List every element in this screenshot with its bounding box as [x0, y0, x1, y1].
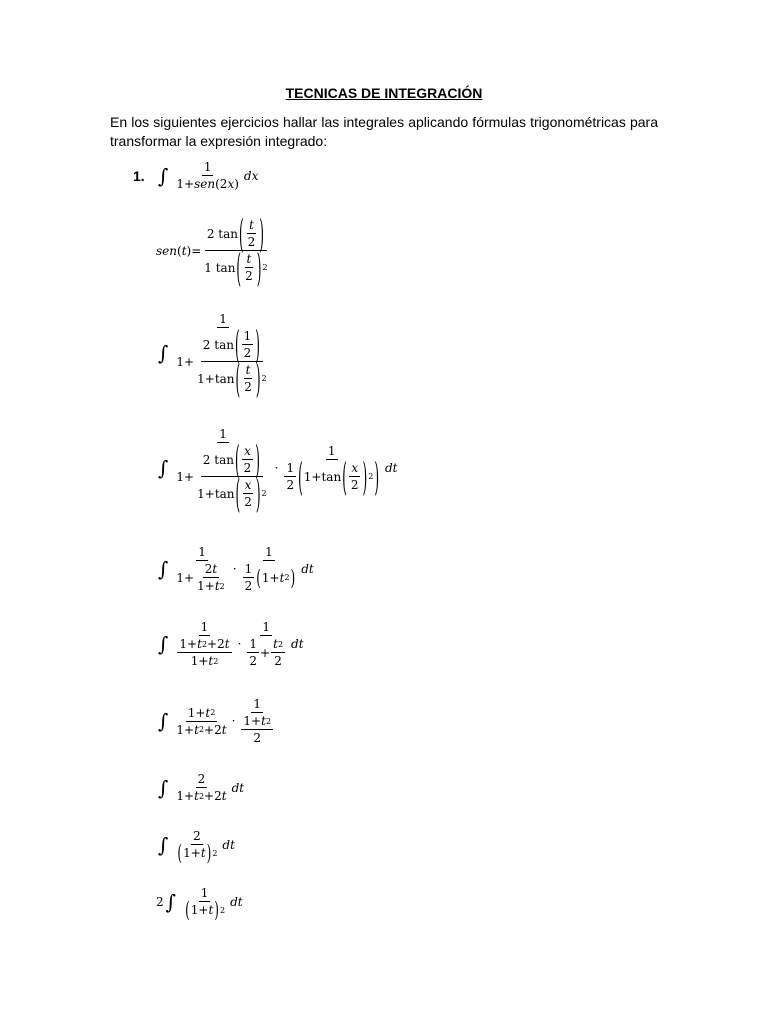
equation-8: ∫ 2 1+ t 2 +2 t dt [158, 772, 245, 803]
equation-4: ∫ 1 1+ 2 tan ( $\frac{x}{2}$ ) 1+tan ( $\frac{x}{2}$ ) 2 · 1 $\frac{1}{2}$ ( 1+tan ( $\frac{x}{2}$ ) 2 ) dt [158, 427, 398, 516]
page-title: TECNICAS DE INTEGRACIÓN [285, 85, 483, 101]
equation-9: ∫ 2 ( 1+ t ) 2 dt [158, 829, 235, 866]
equation-2: sen(t)= 2 tan ( $\frac{t}{2}$ ) 1 tan ( $\frac{t}{2}$ ) 2 [156, 211, 268, 290]
equation-6: ∫ 1 1+ t 2 +2 t 1+ t 2 · 1 $\frac{1}{2}$ + t 2 2 dt [158, 620, 304, 668]
intro-paragraph: En los siguientes ejercicios hallar las integrales aplicando fórmulas trigonométricas para transformar la expresión integrado: [110, 114, 658, 149]
equation-7: ∫ 1+ t 2 1+ t 2 +2 t · 1 1+ t 2 2 [158, 697, 272, 745]
equation-1: ∫ 1 1+ sen (2 x ) dx [158, 160, 259, 191]
equation-10: 2 ∫ 1 ( 1+ t ) 2 dt [156, 886, 243, 923]
equation-3: ∫ 1 1+ 2 tan ( $\frac{1}{2}$ ) 1+tan ( $\frac{t}{2}$ ) 2 [158, 312, 267, 401]
equation-5: ∫ 1 1+ 2 t 1+ t 2 · 1 $\frac{1}{2}$ ( 1+ t 2 ) dt [158, 545, 314, 593]
exercise-number: 1. [133, 168, 145, 184]
